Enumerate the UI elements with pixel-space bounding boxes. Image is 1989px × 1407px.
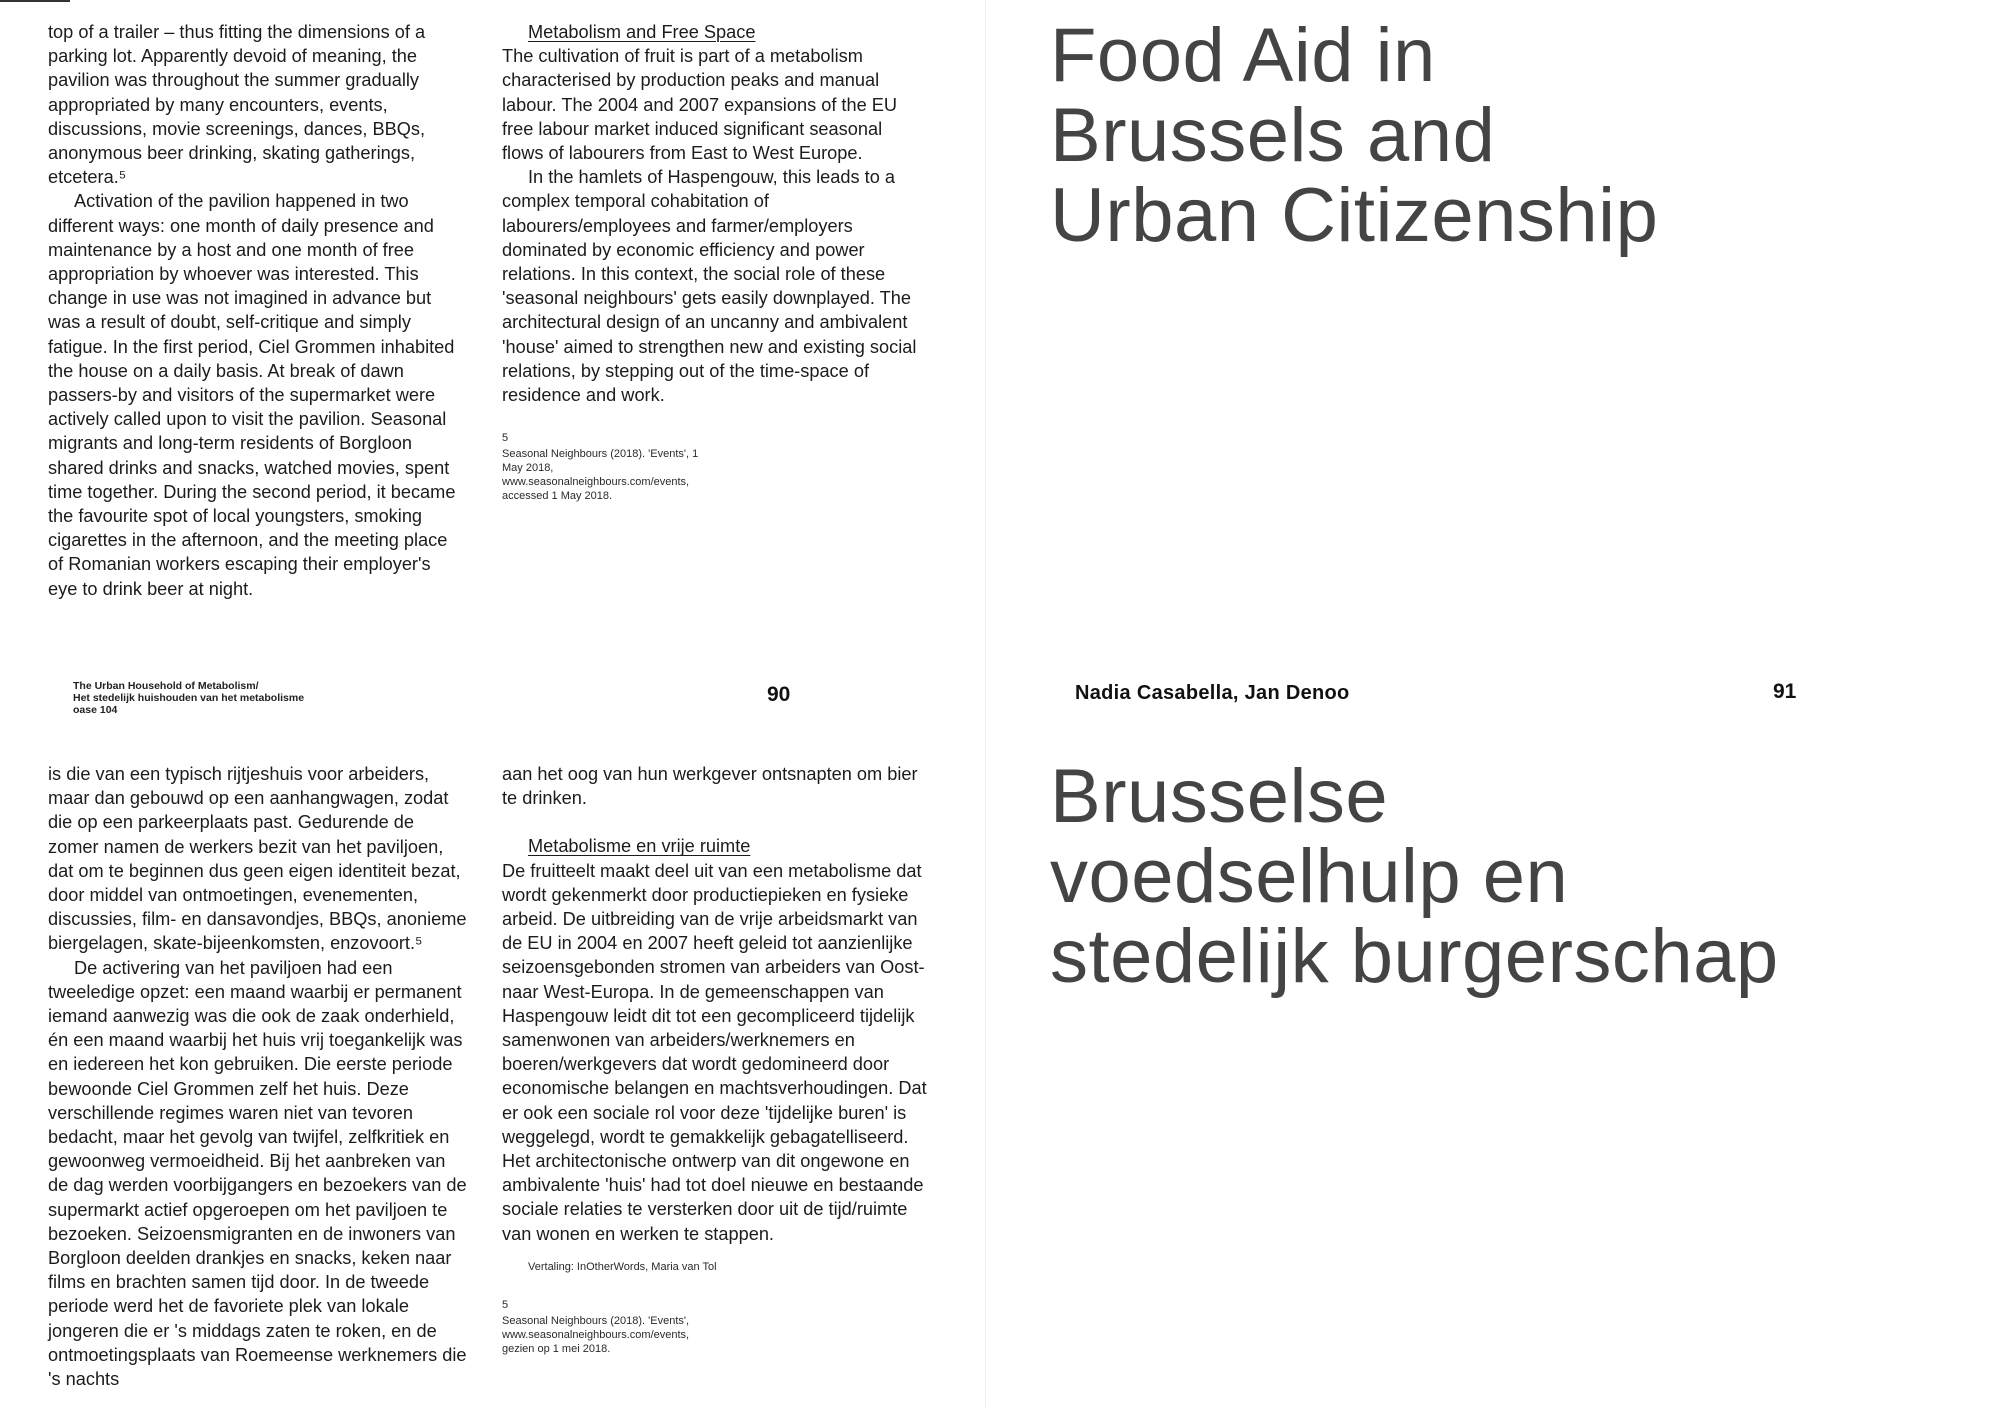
running-head-line: The Urban Household of Metabolism/ xyxy=(73,680,259,692)
text-column-bottom-left xyxy=(48,762,468,1391)
paragraph: is die van een typisch rijtjeshuis voor arbeiders, maar dan gebouwd op een aanhangwagen, zodat die op een parkeerplaats past. Gedurende de zomer namen de werkers bezit van het paviljoen, dat om te beginnen dus geen eigen identiteit bezat, door middel van ontmoetingen, evenementen, discussies, film- en dansavondjes, BBQs, anonieme biergelagen, skate-bijeenkomsten, enzovoort.⁵ xyxy=(48,764,467,954)
paragraph: In the hamlets of Haspengouw, this leads to a complex temporal cohabitation of labourers/employees and farmer/employers dominated by economic efficiency and power relations. In this context, the social role of these 'seasonal neighbours' gets easily downplayed. The architectural design of an uncanny and ambivalent 'house' aimed to strengthen new and existing social relations, by stepping out of the time-space of residence and work. xyxy=(502,167,917,406)
text-column-top-middle xyxy=(502,20,922,503)
title-line: Urban Citizenship xyxy=(1050,173,1659,258)
title-line: voedselhulp en xyxy=(1050,834,1569,919)
paragraph: De activering van het paviljoen had een tweeledige opzet: een maand waarbij er permanent iemand aanwezig was die ook de zaak onderhield, én een maand waarbij het huis vrij toegankelijk was en iedereen het kon gebruiken. Die eerste periode bewoonde Ciel Grommen zelf het huis. Deze verschillende regimes waren niet van tevoren bedacht, maar het gevolg van twijfel, zelfkritiek en gewoonweg vermoeidheid. Bij het aanbreken van de dag werden voorbijgangers en bezoekers van de supermarkt actief opgeroepen om het paviljoen te bezoeken. Seizoensmigranten en de inwoners van Borgloon deelden drankjes en snacks, keken naar films en brachten samen tijd door. In de tweede periode werd het de favoriete plek van lokale jongeren die er 's middags zaten te roken, en de ontmoetingsplaats van Roemeense werknemers die 's nachts xyxy=(48,957,467,1390)
running-head xyxy=(73,680,304,716)
text-column-bottom-middle xyxy=(502,762,930,1356)
footnote xyxy=(502,431,702,503)
page-number-left: 90 xyxy=(767,683,791,706)
top-rule xyxy=(0,0,70,2)
paragraph: top of a trailer – thus fitting the dimensions of a parking lot. Apparently devoid of meaning, the pavilion was throughout the summer gradually appropriated by many encounters, events, discussions, movie screenings, dances, BBQs, anonymous beer drinking, skating gatherings, etcetera.⁵ xyxy=(48,22,426,188)
running-head-line: Het stedelijk huishouden van het metabolisme xyxy=(73,692,305,704)
footnote-text: Seasonal Neighbours (2018). 'Events', www.seasonalneighbours.com/events, gezien op 1 mei 2018. xyxy=(502,1314,690,1355)
page-number-right: 91 xyxy=(1773,680,1797,703)
title-line: Brusselse xyxy=(1050,754,1389,839)
footnote xyxy=(502,1298,712,1356)
authors: Nadia Casabella, Jan Denoo xyxy=(1075,682,1350,704)
paragraph: The cultivation of fruit is part of a metabolism characterised by production peaks and manual labour. The 2004 and 2007 expansions of the EU free labour market induced significant seasonal flows of labourers from East to West Europe. xyxy=(502,46,898,164)
title-line: Food Aid in xyxy=(1050,13,1436,98)
footnote-number: 5 xyxy=(502,432,509,445)
paragraph: Activation of the pavilion happened in two different ways: one month of daily presence and maintenance by a host and one month of free appropriation by whoever was interested. This change in use was not imagined in advance but was a result of doubt, self-critique and simply fatigue. In the first period, Ciel Grommen inhabited the house on a daily basis. At break of dawn passers-by and visitors of the supermarket were actively called upon to visit the pavilion. Seasonal migrants and long-term residents of Borgloon shared drinks and snacks, watched movies, spent time together. During the second period, it became the favourite spot of local youngsters, smoking cigarettes in the afternoon, and the meeting place of Romanian workers escaping their employer's eye to drink beer at night. xyxy=(48,191,456,599)
title-dutch xyxy=(1050,754,1779,999)
translation-credit: Vertaling: InOtherWords, Maria van Tol xyxy=(528,1260,717,1273)
footnote-text: Seasonal Neighbours (2018). 'Events', 1 May 2018, www.seasonalneighbours.com/events, accessed 1 May 2018. xyxy=(502,448,699,503)
title-english xyxy=(1050,13,1659,258)
text-column-top-left xyxy=(48,20,458,601)
title-line: stedelijk burgerschap xyxy=(1050,914,1779,999)
paragraph: De fruitteelt maakt deel uit van een metabolisme dat wordt gekenmerkt door productiepieken en fysieke arbeid. De uitbreiding van de vrije arbeidsmarkt van de EU in 2004 en 2007 heeft geleid tot aanzienlijke seizoensgebonden stromen van arbeiders van Oost- naar West-Europa. In de gemeenschappen van Haspengouw leidt dit tot een gecompliceerd tijdelijk samenwonen van arbeiders/werknemers en boeren/werkgevers dat wordt gedomineerd door economische belangen en machtsverhoudingen. Dat er ook een sociale rol voor deze 'tijdelijke buren' is weggelegd, wordt te gemakkelijk gebagatelliseerd. Het architectonische ontwerp van dit ongewone en ambivalente 'huis' had tot doel nieuwe en bestaande sociale relaties te versterken door uit de tijd/ruimte van wonen en werken te stappen. xyxy=(502,860,927,1244)
section-heading: Metabolism and Free Space xyxy=(528,22,756,42)
page-gutter xyxy=(985,0,986,1407)
paragraph: aan het oog van hun werkgever ontsnapten om bier te drinken. xyxy=(502,764,918,809)
section-heading: Metabolisme en vrije ruimte xyxy=(528,836,751,857)
running-head-line: oase 104 xyxy=(73,704,118,716)
title-line: Brussels and xyxy=(1050,93,1496,178)
footnote-number: 5 xyxy=(502,1298,509,1311)
